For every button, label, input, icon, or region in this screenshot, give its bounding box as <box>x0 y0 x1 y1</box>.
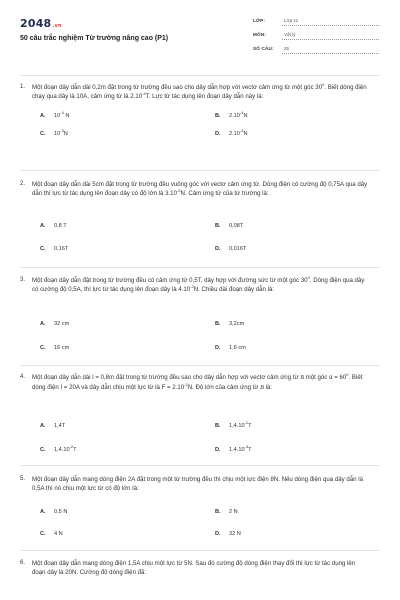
answer-option-text: 0,5 N <box>54 509 68 515</box>
answer-option-text: $2.10^{-3}N$ <box>229 128 248 137</box>
answer-option-text: 32 cm <box>54 321 70 327</box>
meta-divider <box>282 39 379 40</box>
answer-option-label: C. <box>40 447 46 453</box>
question-divider <box>20 365 380 366</box>
answer-option[interactable] <box>215 223 243 229</box>
answer-option[interactable] <box>40 128 68 137</box>
meta-divider <box>282 25 379 26</box>
answer-option-text: 0,016T <box>229 246 247 252</box>
answer-option-text: $10^{-3}N$ <box>54 128 68 137</box>
answer-option-text: $1.4.10^{-3}T$ <box>229 444 252 453</box>
meta-class <box>253 18 379 26</box>
answer-option-label: D. <box>215 246 221 252</box>
meta-class-value: Lớp 11 <box>284 18 299 23</box>
answer-option[interactable] <box>40 423 65 429</box>
question-number: 5. <box>20 476 26 482</box>
answer-option-text: 16 cm <box>54 345 70 351</box>
question-divider <box>20 465 380 466</box>
meta-subject-label: MÔN: <box>253 32 267 37</box>
answer-option-label: C. <box>40 531 46 537</box>
question-text: Một đoạn dây dẫn dài 0,2m đặt trong từ trường đều sao cho dây dẫn hợp với vectơ cảm ứng từ một góc $30^0$. Biết dòng điện chạy qua dây là 10A, cảm ứng từ là $2.10^{-4}T$. Lực từ tác dụng lên đoạn dây dẫn này là: <box>32 81 367 101</box>
answer-option-label: A. <box>40 509 46 515</box>
answer-option-label: A. <box>40 113 46 119</box>
answer-option[interactable] <box>40 444 77 453</box>
answer-option-label: C. <box>40 131 46 137</box>
answer-option-text: 32 N <box>229 531 241 537</box>
answer-option-text: 1,6 cm <box>229 345 246 351</box>
answer-option-text: 0,08T <box>229 223 244 229</box>
answer-option-label: D. <box>215 131 221 137</box>
meta-divider <box>282 53 379 54</box>
answer-option-label: B. <box>215 113 221 119</box>
meta-subject-value: Vật lý <box>284 32 296 37</box>
site-logo[interactable] <box>20 17 62 30</box>
answer-option[interactable] <box>215 110 248 119</box>
meta-subject <box>253 32 379 40</box>
answer-option-label: D. <box>215 447 221 453</box>
logo-text: 2048 <box>20 17 52 30</box>
answer-option-label: B. <box>215 423 221 429</box>
question-number: 1. <box>20 84 26 90</box>
question-text: Một đoạn dây dẫn dài 5cm đặt trong từ trường đều vuông góc với vectơ cảm ứng từ. Dòng điện có cường độ 0,75A qua dây dẫn thì lực từ tác dụng lên đoạn dây có độ lớn là $3.10^{-3}N$. Cảm ứng từ của từ trường là: <box>32 181 368 198</box>
answer-option-label: A. <box>40 321 46 327</box>
answer-option-label: D. <box>215 345 221 351</box>
answer-option-label: B. <box>215 509 221 515</box>
question-text: Một đoạn dây dẫn dài l = 0,8m đặt trong từ trường đều sao cho dây dẫn hợp với vectơ cảm ứng từ B một góc $\alpha = 60^0$. Biết dòng điện I = 20A và dây dẫn chịu một lực từ là $F = 2.10^{-2}N$. Độ lớn của cảm ứng từ B là: <box>32 371 363 392</box>
question-divider <box>20 267 380 268</box>
document-header <box>0 0 400 62</box>
meta-count <box>253 46 379 54</box>
meta-count-label: SỐ CÂU: <box>253 46 274 51</box>
question-number: 4. <box>20 374 26 380</box>
answer-option[interactable] <box>40 223 67 229</box>
answer-option[interactable] <box>40 345 69 351</box>
answer-option-text: 0,16T <box>54 246 69 252</box>
answer-option-label: A. <box>40 423 46 429</box>
answer-option-text: 1,4T <box>54 423 66 429</box>
answer-option[interactable] <box>215 246 246 252</box>
question-number: 3. <box>20 277 26 283</box>
answer-option-label: B. <box>215 321 221 327</box>
question-divider <box>20 550 380 551</box>
question-text: Một đoạn dây dẫn đặt trong từ trường đều có cảm ứng từ 0,5T, dây hợp với đường sức từ một góc $30^0$. Dòng điện qua dây có cường độ 0,5A, thì lực từ tác dụng lên đoạn dây là $4.10^{-2}N$. Chiều dài đoạn dây dẫn là: <box>32 274 365 294</box>
answer-option-label: C. <box>40 246 46 252</box>
answer-option[interactable] <box>40 531 63 537</box>
answer-option-text: 3,2cm <box>229 321 245 327</box>
question-divider <box>20 170 380 171</box>
answer-option[interactable] <box>40 110 70 119</box>
answer-option[interactable] <box>215 321 244 327</box>
meta-class-label: LỚP: <box>253 18 266 23</box>
answer-option[interactable] <box>215 444 252 453</box>
logo-suffix: .vn <box>52 23 62 29</box>
question-number: 6. <box>20 560 26 566</box>
answer-option-text: 4 N <box>54 531 63 537</box>
question-number: 2. <box>20 181 26 187</box>
question-text: Một đoạn dây dẫn mang dòng điện 2A đặt trong một từ trường đều thì chịu một lực điện 8N. Nếu dòng điện qua dây dẫn là 0,5A thì nó chịu một lực từ có độ lớn là: <box>32 476 363 493</box>
answer-option[interactable] <box>40 246 68 252</box>
page-title: 50 câu trắc nghiệm Từ trường nâng cao (P1) <box>20 35 169 42</box>
answer-option-label: D. <box>215 531 221 537</box>
answer-option[interactable] <box>215 345 246 351</box>
answer-option-label: B. <box>215 223 221 229</box>
section-divider <box>20 75 380 76</box>
answer-option-text: $1,4.10^{-1}T$ <box>229 420 252 429</box>
question-text: Một đoạn dây dẫn mang dòng điện 1,5A chịu một lực từ 5N. Sau đó cường độ dòng điện thay đổi thì lực từ tác dụng lên đoạn dây là 20N. Cường độ dòng điện đã: <box>32 560 356 577</box>
answer-option-text: 2 N <box>229 509 238 515</box>
answer-option-label: A. <box>40 223 46 229</box>
answer-option[interactable] <box>215 531 241 537</box>
answer-option-text: $10^{-4}$ N <box>54 110 70 119</box>
answer-option-text: $1,4.10^{-2}T$ <box>54 444 77 453</box>
meta-count-value: 25 <box>284 46 290 51</box>
answer-option[interactable] <box>215 509 238 515</box>
answer-option-text: 0,8 T <box>54 223 67 229</box>
answer-option[interactable] <box>40 509 67 515</box>
answer-option-text: $2.10^{-4}N$ <box>229 110 248 119</box>
answer-option[interactable] <box>40 321 69 327</box>
answer-option[interactable] <box>215 420 252 429</box>
answer-option[interactable] <box>215 128 248 137</box>
answer-option-label: C. <box>40 345 46 351</box>
